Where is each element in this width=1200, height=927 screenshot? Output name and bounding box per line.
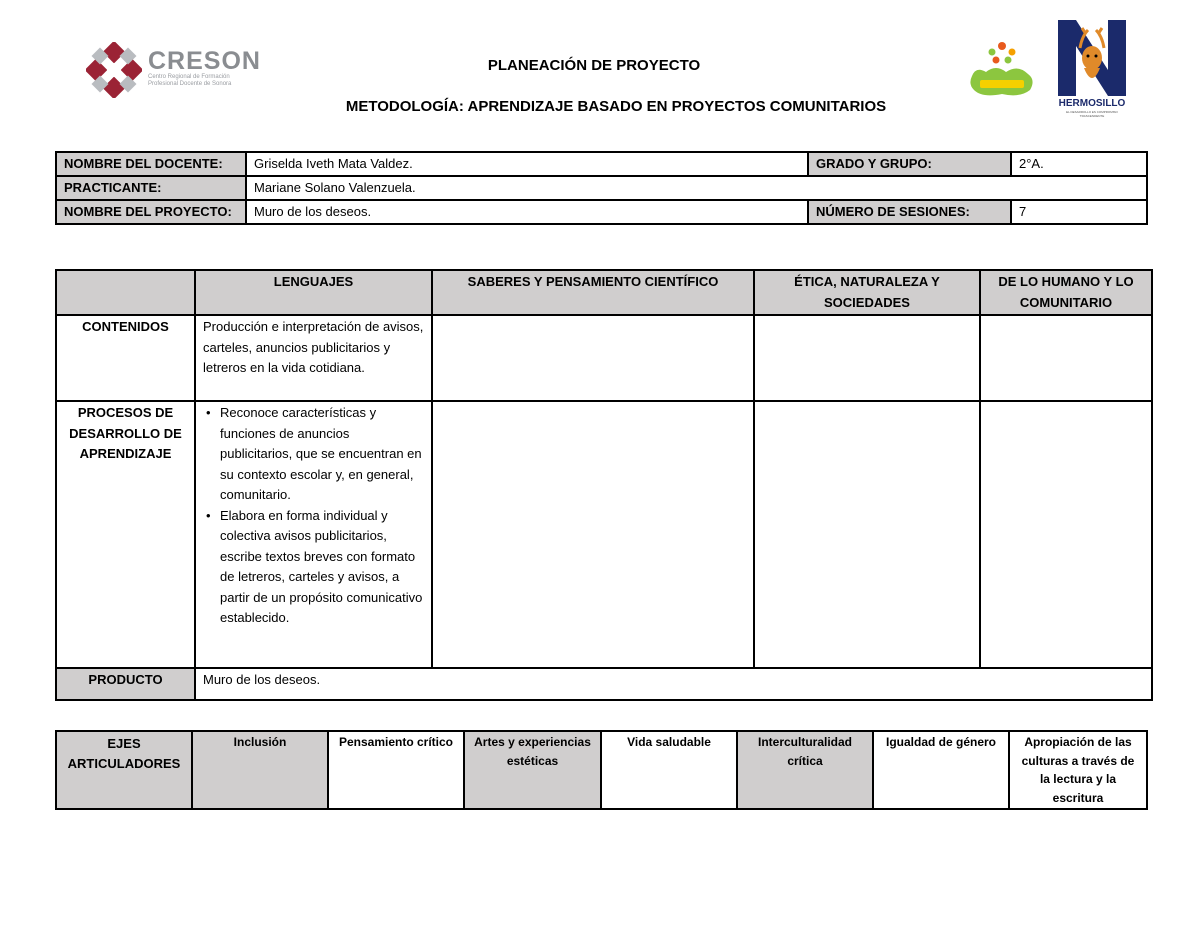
sesiones-value: 7 — [1011, 200, 1147, 224]
list-item: • Elabora en forma individual y colectiva avisos publicitarios, escribe textos breves con formato de letreros, carteles y avisos, a partir de un propósito comunicativo establecido. — [200, 506, 424, 629]
eje-interculturalidad: Interculturalidad crítica — [737, 731, 873, 809]
procesos-label: PROCESOS DE DESARROLLO DE APRENDIZAJE — [56, 401, 195, 668]
table-row — [56, 315, 1152, 401]
procesos-list — [200, 403, 424, 629]
proyecto-value: Muro de los deseos. — [246, 200, 808, 224]
eje-inclusion: Inclusión — [192, 731, 328, 809]
docente-value: Griselda Iveth Mata Valdez. — [246, 152, 808, 176]
normal-motto: EL DESARROLLO ES COMPROMISO TRASCENDENTE — [1066, 110, 1118, 118]
practicante-label: PRACTICANTE: — [56, 176, 246, 200]
ejes-label: EJES ARTICULADORES — [56, 731, 192, 809]
campos-formativos-table — [55, 269, 1153, 701]
table-row — [56, 731, 1147, 809]
header-lenguajes: LENGUAJES — [195, 270, 432, 315]
producto-value: Muro de los deseos. — [195, 668, 1152, 700]
eje-vida-saludable: Vida saludable — [601, 731, 737, 809]
contenidos-label: CONTENIDOS — [56, 315, 195, 401]
creson-name: CRESON — [148, 47, 261, 75]
eje-apropiacion-culturas: Apropiación de las culturas a través de la lectura y la escritura — [1009, 731, 1147, 809]
eje-pensamiento-critico: Pensamiento crítico — [328, 731, 464, 809]
grado-label: GRADO Y GRUPO: — [808, 152, 1011, 176]
eje-artes: Artes y experiencias estéticas — [464, 731, 601, 809]
corner-cell — [56, 270, 195, 315]
empty-cell — [432, 401, 754, 668]
procesos-cell — [195, 401, 432, 668]
header-humano: DE LO HUMANO Y LO COMUNITARIO — [980, 270, 1152, 315]
document-subtitle: METODOLOGÍA: APRENDIZAJE BASADO EN PROYECTOS COMUNITARIOS — [345, 98, 887, 115]
empty-cell — [754, 401, 980, 668]
table-header-row — [56, 270, 1152, 315]
list-item: • Reconoce características y funciones de anuncios publicitarios, que se encuentran en su contexto escolar y, en general, comunitario. — [200, 403, 424, 506]
empty-cell — [432, 315, 754, 401]
empty-cell — [980, 315, 1152, 401]
table-row — [56, 668, 1152, 700]
contenidos-value: Producción e interpretación de avisos, carteles, anuncios publicitarios y letreros en la vida cotidiana. — [195, 315, 432, 401]
table-row — [56, 176, 1147, 200]
table-row — [56, 152, 1147, 176]
sesiones-label: NÚMERO DE SESIONES: — [808, 200, 1011, 224]
grado-value: 2°A. — [1011, 152, 1147, 176]
creson-subtitle-2: Profesional Docente de Sonora — [148, 81, 232, 87]
practicante-value: Mariane Solano Valenzuela. — [246, 176, 1147, 200]
proyecto-label: NOMBRE DEL PROYECTO: — [56, 200, 246, 224]
table-row — [56, 401, 1152, 668]
eje-igualdad-genero: Igualdad de género — [873, 731, 1009, 809]
document-title: PLANEACIÓN DE PROYECTO — [487, 57, 701, 74]
docente-label: NOMBRE DEL DOCENTE: — [56, 152, 246, 176]
header-saberes: SABERES Y PENSAMIENTO CIENTÍFICO — [432, 270, 754, 315]
empty-cell — [754, 315, 980, 401]
creson-subtitle-1: Centro Regional de Formación — [148, 74, 230, 80]
table-row — [56, 200, 1147, 224]
producto-label: PRODUCTO — [56, 668, 195, 700]
ejes-articuladores-table — [55, 730, 1148, 810]
teacher-info-table — [55, 151, 1148, 225]
normal-city: HERMOSILLO — [1058, 98, 1126, 109]
header-etica: ÉTICA, NATURALEZA Y SOCIEDADES — [754, 270, 980, 315]
empty-cell — [980, 401, 1152, 668]
